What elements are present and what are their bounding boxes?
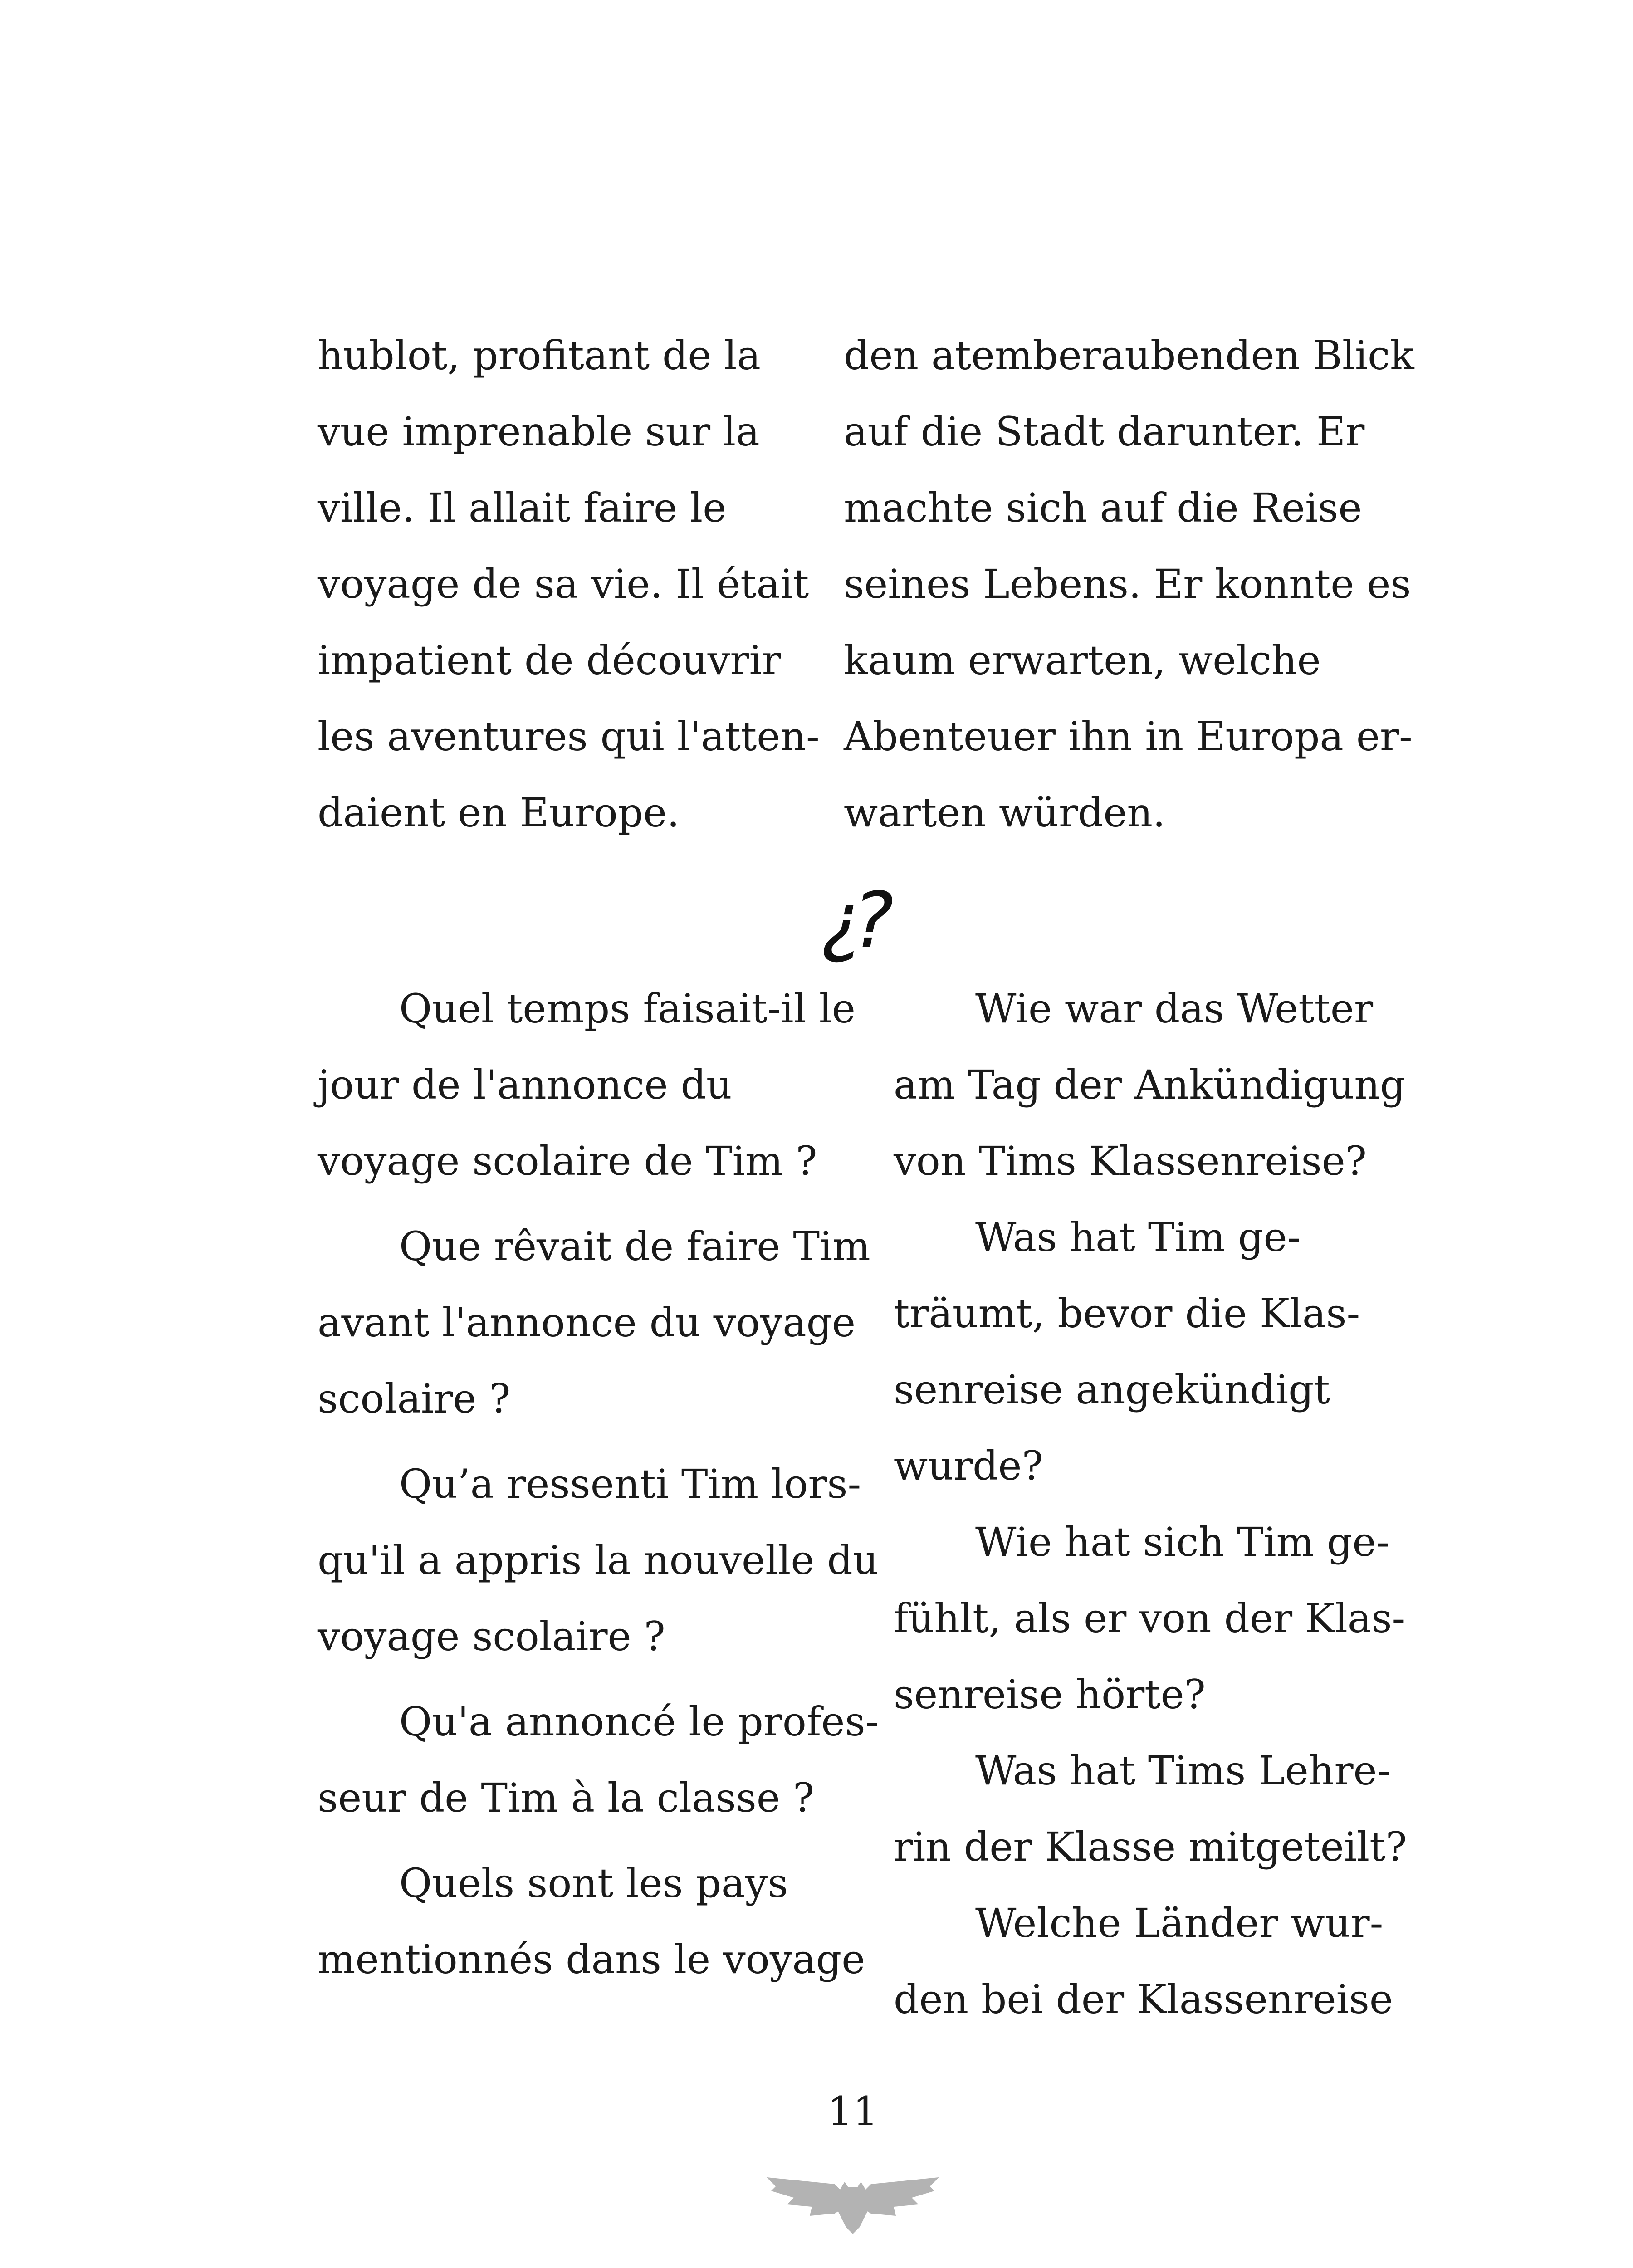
question-french bbox=[318, 1684, 879, 1836]
question-line: qu'il a appris la nouvelle du bbox=[318, 1537, 879, 1584]
narrative-german-line: warten würden. bbox=[844, 789, 1166, 836]
question-line: den bei der Klassenreise bbox=[894, 1976, 1393, 2023]
question-french bbox=[318, 1446, 879, 1675]
question-line: Was hat Tims Lehre- bbox=[975, 1747, 1391, 1794]
question-line: Wie war das Wetter bbox=[975, 985, 1374, 1032]
page-number: 11 bbox=[827, 2088, 878, 2135]
narrative-french-line: vue imprenable sur la bbox=[318, 408, 760, 455]
question-line: senreise angekündigt bbox=[894, 1366, 1330, 1413]
questions-french-column bbox=[318, 971, 879, 2007]
narrative-german-line: Abenteuer ihn in Europa er- bbox=[844, 713, 1413, 760]
question-line: von Tims Klassenreise? bbox=[894, 1138, 1367, 1184]
narrative-french-line: les aventures qui l'atten- bbox=[318, 713, 820, 760]
question-line: Que rêvait de faire Tim bbox=[399, 1223, 870, 1270]
question-line: fühlt, als er von der Klas- bbox=[894, 1595, 1406, 1642]
question-line: avant l'annonce du voyage bbox=[318, 1299, 856, 1346]
question-line: Welche Länder wur- bbox=[975, 1900, 1384, 1946]
question-line: jour de l'annonce du bbox=[318, 1061, 732, 1108]
question-line: scolaire ? bbox=[318, 1375, 511, 1422]
narrative-german-line: den atemberaubenden Blick bbox=[844, 332, 1414, 379]
narrative-french-line: daient en Europe. bbox=[318, 789, 680, 836]
narrative-french-line: voyage de sa vie. Il était bbox=[318, 561, 809, 607]
question-line: Wie hat sich Tim ge- bbox=[975, 1519, 1390, 1565]
question-line: Was hat Tim ge- bbox=[975, 1214, 1301, 1261]
question-german bbox=[894, 1733, 1438, 1885]
bat-icon bbox=[767, 2159, 939, 2236]
question-line: seur de Tim à la classe ? bbox=[318, 1774, 815, 1821]
question-line: Quels sont les pays bbox=[399, 1860, 788, 1906]
questions-german-column bbox=[894, 971, 1438, 2038]
question-divider-glyph: ¿? bbox=[821, 876, 885, 966]
narrative-french-line: ville. Il allait faire le bbox=[318, 484, 727, 531]
question-line: träumt, bevor die Klas- bbox=[894, 1290, 1360, 1337]
question-line: mentionnés dans le voyage bbox=[318, 1936, 865, 1983]
question-line: senreise hörte? bbox=[894, 1671, 1206, 1718]
question-line: voyage scolaire de Tim ? bbox=[318, 1138, 817, 1184]
question-line: wurde? bbox=[894, 1442, 1043, 1489]
question-line: am Tag der Ankündigung bbox=[894, 1061, 1406, 1108]
question-line: Qu’a ressenti Tim lors- bbox=[399, 1461, 861, 1507]
question-german bbox=[894, 1504, 1438, 1733]
narrative-german-line: machte sich auf die Reise bbox=[844, 484, 1362, 531]
narrative-french-column bbox=[318, 318, 839, 851]
question-french bbox=[318, 1845, 865, 1998]
question-french bbox=[318, 971, 862, 1199]
narrative-german-column bbox=[844, 318, 1415, 851]
question-line: rin der Klasse mitgeteilt? bbox=[894, 1823, 1407, 1870]
question-line: voyage scolaire ? bbox=[318, 1613, 665, 1660]
question-german bbox=[894, 1885, 1438, 2038]
question-german bbox=[894, 1199, 1438, 1504]
narrative-german-line: seines Lebens. Er konnte es bbox=[844, 561, 1411, 607]
question-french bbox=[318, 1208, 870, 1437]
question-line: Qu'a annoncé le profes- bbox=[399, 1698, 879, 1745]
narrative-french-line: impatient de découvrir bbox=[318, 637, 781, 684]
question-german bbox=[894, 971, 1438, 1199]
narrative-french-line: hublot, profitant de la bbox=[318, 332, 761, 379]
narrative-german-line: auf die Stadt darunter. Er bbox=[844, 408, 1365, 455]
narrative-german-line: kaum erwarten, welche bbox=[844, 637, 1321, 684]
question-line: Quel temps faisait-il le bbox=[399, 985, 856, 1032]
